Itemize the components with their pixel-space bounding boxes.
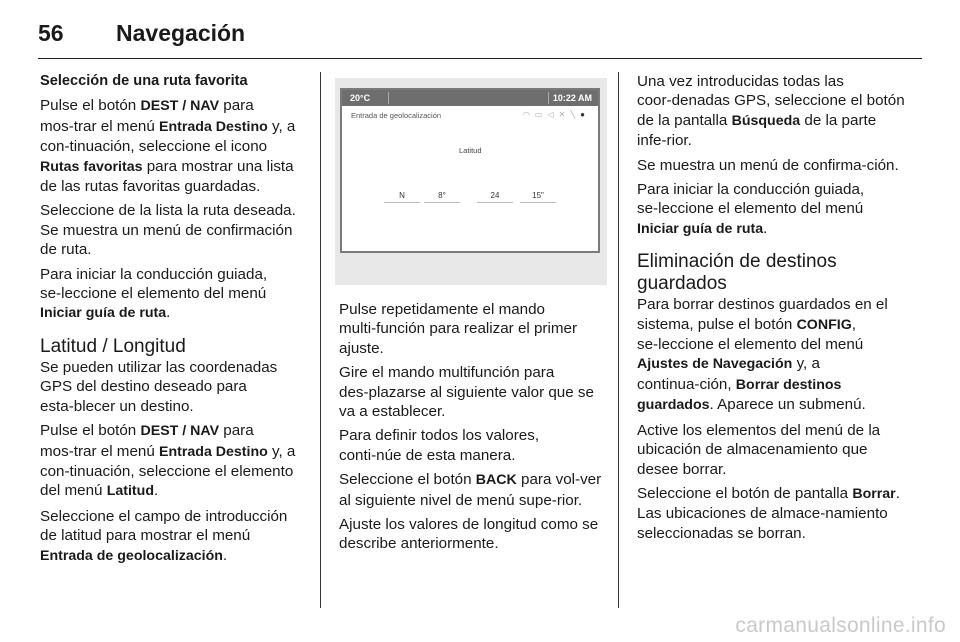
paragraph: Para iniciar la conducción guiada, se‑leccione el elemento del menú Iniciar guía de ruta. <box>40 265 268 322</box>
radio-icon: ▭ <box>534 110 548 119</box>
temperature-readout: 20°C <box>350 93 371 103</box>
clock-readout: 10:22 AM <box>552 93 592 103</box>
wifi-icon: ◠ <box>522 110 535 119</box>
paragraph: Seleccione el campo de introducción de latitud para mostrar el menú Entrada de geolocalización. <box>40 507 288 564</box>
status-icons <box>523 110 590 119</box>
signal-icon: ╲ <box>570 110 581 119</box>
mute-icon: ✕ <box>558 110 571 119</box>
column-3 <box>637 72 905 548</box>
paragraph: Se pueden utilizar las coordenadas GPS del destino deseado para esta‑blecer un destino. <box>40 358 278 415</box>
paragraph: Ajuste los valores de longitud como se describe anteriormente. <box>339 516 599 553</box>
status-separator <box>388 92 389 104</box>
status-separator <box>548 92 549 104</box>
page-number: 56 <box>38 20 64 46</box>
paragraph: Para definir todos los valores, conti‑núe de esta manera. <box>339 427 540 464</box>
column-divider <box>320 72 321 608</box>
phone-icon: ● <box>580 110 590 119</box>
status-bar <box>342 90 598 106</box>
screen-illustration <box>335 78 607 285</box>
paragraph: Gire el mando multifunción para des‑plazarse al siguiente valor que se va a establecer. <box>339 364 594 421</box>
column-1 <box>40 72 306 571</box>
volume-icon: ◁ <box>547 110 559 119</box>
paragraph: Para borrar destinos guardados en el sistema, pulse el botón CONFIG, se‑leccione el elemento del menú Ajustes de Navegación y, a continua‑ción, Borrar destinos guardados. Aparece un submenú. <box>637 296 888 414</box>
paragraph: Seleccione el botón de pantalla Borrar. Las ubicaciones de almace‑namiento seleccionadas se borran. <box>637 484 900 542</box>
column-2 <box>339 300 604 559</box>
coordinate-field: 8° <box>424 191 460 203</box>
coordinate-field: N <box>384 191 420 203</box>
paragraph: Pulse el botón DEST / NAV para mos‑trar el menú Entrada Destino y, a con‑tinuación, seleccione el elemento del menú Latitud. <box>40 422 296 500</box>
watermark: carmanualsonline.info <box>735 614 946 637</box>
paragraph: Pulse repetidamente el mando multi‑función para realizar el primer ajuste. <box>339 301 578 357</box>
coordinate-field: 15" <box>520 191 556 203</box>
infotainment-screen <box>340 88 600 253</box>
paragraph: Seleccione de la lista la ruta deseada. Se muestra un menú de confirmación de ruta. <box>40 202 296 259</box>
page-header <box>38 14 922 59</box>
page-title: Navegación <box>116 20 246 46</box>
paragraph: Para iniciar la conducción guiada, se‑leccione el elemento del menú Iniciar guía de ruta. <box>637 181 865 237</box>
paragraph: Pulse el botón DEST / NAV para mos‑trar el menú Entrada Destino y, a con‑tinuación, seleccione el icono Rutas favoritas para mostrar una lista de las rutas favoritas guardadas. <box>40 97 296 196</box>
column-divider <box>618 72 619 608</box>
section-heading-delete: Eliminación de destinos guardados <box>637 251 837 295</box>
paragraph: Active los elementos del menú de la ubicación de almacenamiento que desee borrar. <box>637 421 881 478</box>
paragraph: Una vez introducidas todas las coor‑denadas GPS, seleccione el botón de la pantalla Búsqueda de la parte infe‑rior. <box>637 73 905 150</box>
latitude-label: Latitud <box>459 146 482 155</box>
paragraph: Seleccione el botón BACK para vol‑ver al siguiente nivel de menú supe‑rior. <box>339 471 602 509</box>
subheading-favorite-route: Selección de una ruta favorita <box>40 73 248 89</box>
paragraph: Se muestra un menú de confirma‑ción. <box>637 156 899 174</box>
coordinate-field: 24 <box>477 191 513 203</box>
section-heading-latlon: Latitud / Longitud <box>40 335 186 357</box>
screen-title: Entrada de geolocalización <box>351 111 442 120</box>
